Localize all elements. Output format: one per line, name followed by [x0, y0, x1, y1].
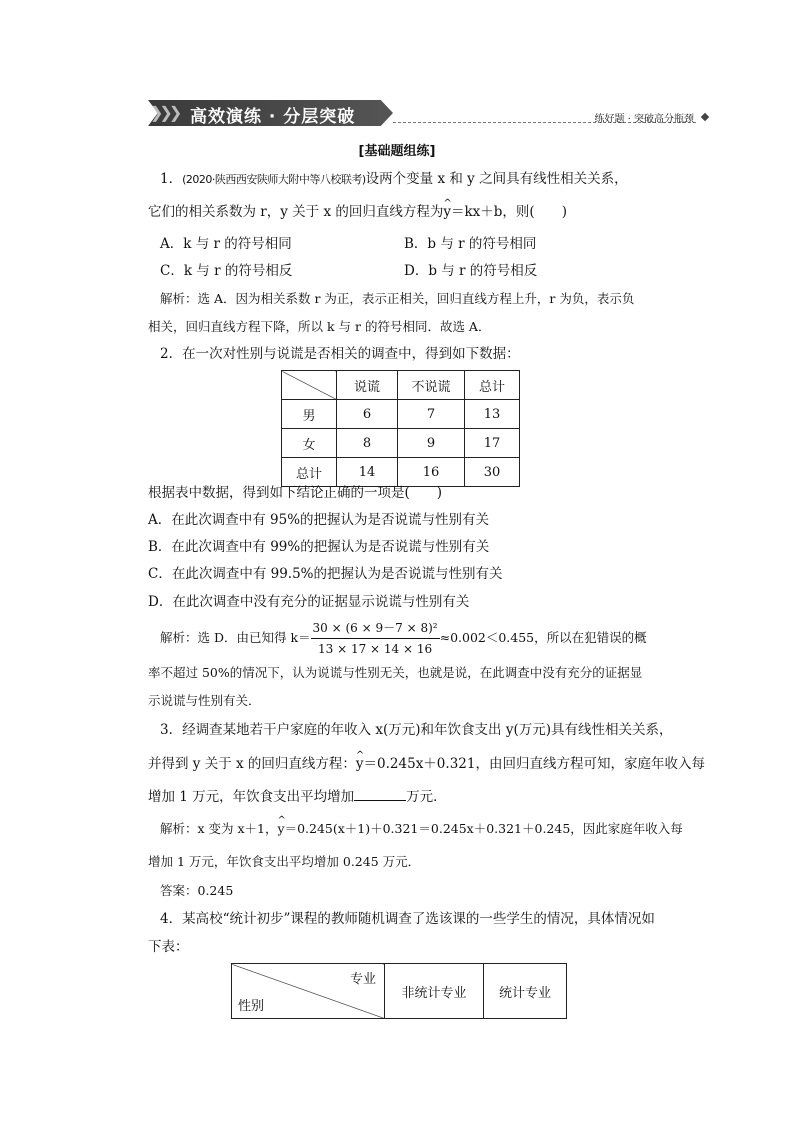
q1-stem-b-post: ＝kx＋b，则( )	[451, 204, 567, 220]
q2-analysis-3: 示说谎与性别有关．	[148, 693, 261, 708]
q4-stem-1: 4．某高校“统计初步”课程的教师随机调查了选该课的一些学生的情况，具体情况如	[160, 911, 655, 927]
q2-analysis-2: 率不超过 50%的情况下，认为说谎与性别无关，也就是说，在此调查中没有充分的证据显	[148, 665, 643, 680]
q2-analysis-1	[160, 618, 680, 659]
row-label: 总计	[282, 458, 337, 487]
q2-option-a: A．在此次调查中有 95%的把握认为是否说谎与性别有关	[148, 512, 490, 528]
q2-option-d: D．在此次调查中没有充分的证据显示说谎与性别有关	[148, 594, 470, 610]
q3-stem-2-post: ＝0.245x＋0.321，由回归直线方程可知，家庭年收入每	[363, 756, 705, 772]
q3-stem-3-pre: 增加 1 万元，年饮食支出平均增加	[148, 789, 355, 805]
table-header: 统计专业	[484, 964, 567, 1019]
table-cell: 17	[465, 429, 520, 458]
y-hat: ^ y	[356, 755, 364, 773]
table-cell: 13	[465, 400, 520, 429]
table-cell: 14	[337, 458, 398, 487]
q2-question: 根据表中数据，得到如下结论正确的一项是( )	[148, 485, 443, 501]
q2-analysis-post: ≈0.002＜0.455，所以在犯错误的概	[439, 630, 647, 645]
q1-option-c: C．k 与 r 的符号相反	[160, 263, 293, 279]
q1-option-a: A．k 与 r 的符号相同	[160, 236, 292, 252]
row-label: 女	[282, 429, 337, 458]
chevron-right-icon: ❯❯❯	[150, 103, 179, 122]
q1-stem-a: 设两个变量 x 和 y 之间具有线性相关关系，	[365, 171, 628, 187]
q4-stem-2: 下表：	[148, 939, 189, 955]
corner-top-label: 专业	[349, 972, 376, 987]
q3-stem-2-pre: 并得到 y 关于 x 的回归直线方程：	[148, 756, 356, 772]
table-header: 不说谎	[398, 371, 465, 400]
formula-numerator: 30 × (6 × 9－7 × 8)²	[311, 618, 440, 639]
table-cell: 30	[465, 458, 520, 487]
q1-source: (2020·陕西西安陕师大附中等八校联考)	[182, 173, 366, 186]
y-hat: ^ y	[278, 820, 285, 838]
banner-title: 高效演练 · 分层突破	[190, 107, 356, 127]
q2-option-b: B．在此次调查中有 99%的把握认为是否说谎与性别有关	[148, 539, 490, 555]
q2-option-c: C．在此次调查中有 99.5%的把握认为是否说谎与性别有关	[148, 566, 503, 582]
section-banner	[148, 100, 708, 128]
q1-stem-line1	[160, 170, 680, 189]
table-diagonal-cell	[232, 964, 385, 1019]
row-label: 男	[282, 400, 337, 429]
table-row	[282, 429, 520, 458]
k-formula	[311, 618, 440, 659]
q3-analysis-2: 增加 1 万元，年饮食支出平均增加 0.245 万元．	[148, 854, 421, 869]
q3-analysis-1	[160, 820, 683, 838]
q2-analysis-pre: 解析：选 D．由已知得 k＝	[160, 630, 311, 645]
q3-stem-3	[148, 788, 668, 806]
q1-option-b: B．b 与 r 的符号相同	[404, 236, 537, 252]
table-row	[282, 400, 520, 429]
q3-stem-3-post: 万元．	[406, 789, 447, 805]
q1-analysis-2: 相关，回归直线方程下降，所以 k 与 r 的符号相同．故选 A．	[148, 319, 491, 334]
diamond-icon	[701, 113, 709, 121]
q3-analysis-pre: 解析：x 变为 x＋1，	[160, 821, 278, 836]
table-cell: 6	[337, 400, 398, 429]
q2-table	[281, 370, 520, 487]
table-header-row	[282, 371, 520, 400]
q1-analysis-1: 解析：选 A．因为相关系数 r 为正，表示正相关，回归直线方程上升，r 为负，表示负	[160, 291, 635, 306]
banner-slogan: 练好题 · 突破高分瓶颈	[594, 114, 694, 125]
q3-stem-1: 3．经调查某地若干户家庭的年收入 x(万元)和年饮食支出 y(万元)具有线性相关关系，	[160, 722, 673, 738]
q1-stem-line2	[148, 203, 668, 221]
q1-option-d: D．b 与 r 的符号相反	[404, 263, 538, 279]
table-header: 非统计专业	[385, 964, 484, 1019]
q4-table	[231, 963, 567, 1019]
q1-number: 1．	[160, 171, 183, 187]
section-title: [基础题组练]	[358, 144, 436, 159]
q1-stem-b-pre: 它们的相关系数为 r，y 关于 x 的回归直线方程为	[148, 204, 444, 220]
table-cell: 16	[398, 458, 465, 487]
table-diagonal-cell	[282, 371, 337, 400]
table-header: 说谎	[337, 371, 398, 400]
table-cell: 7	[398, 400, 465, 429]
table-row	[282, 458, 520, 487]
table-cell: 9	[398, 429, 465, 458]
q3-analysis-post: ＝0.245(x＋1)＋0.321＝0.245x＋0.321＋0.245，因此家庭年收入每	[284, 821, 683, 836]
table-header-row	[232, 964, 567, 1019]
table-header: 总计	[465, 371, 520, 400]
q3-answer: 答案：0.245	[160, 883, 234, 898]
q2-stem: 2．在一次对性别与说谎是否相关的调查中，得到如下数据：	[160, 346, 520, 362]
corner-bottom-label: 性别	[238, 999, 265, 1014]
q3-stem-2	[148, 755, 705, 773]
table-cell: 8	[337, 429, 398, 458]
y-hat: ^ y	[443, 203, 451, 221]
formula-denominator: 13 × 17 × 14 × 16	[318, 642, 433, 656]
answer-blank	[354, 788, 406, 801]
